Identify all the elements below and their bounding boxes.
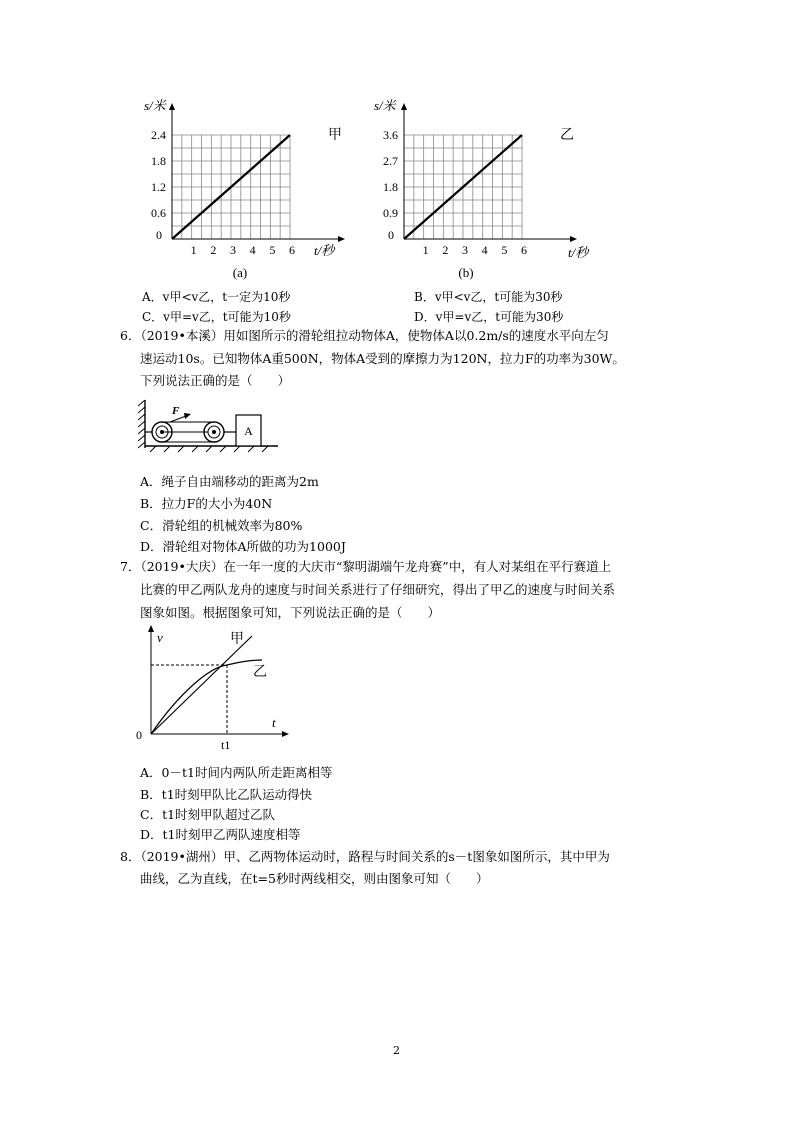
graph-a-x-tick: 2 [210,243,217,257]
q6-stem-line3: 下列说法正确的是（ ） [140,373,291,388]
graph-b-x-label: t/秒 [568,245,589,260]
graph-b-y-tick: 3.6 [383,128,398,142]
graph-b-line-label: 乙 [560,128,574,143]
graph-b-x-tick: 1 [422,243,429,257]
graph-a-x-tick: 6 [289,243,295,257]
graph-b-x-tick: 4 [481,243,488,257]
jia-line [151,636,252,734]
vt-jia-label: 甲 [230,632,244,647]
vt-v-label: v [157,630,163,645]
q7-option-c: C．t1时刻甲队超过乙队 [140,807,276,822]
graph-a-y-label: s/米 [144,98,166,113]
graph-b-x-tick: 6 [521,243,527,257]
graph-a-y-tick: 0 [156,228,162,242]
block-a-label: A [244,424,253,438]
q6-option-a: A．绳子自由端移动的距离为2m [140,474,319,489]
graph-a-x-tick: 5 [269,243,276,257]
graph-a-x-tick: 3 [230,243,236,257]
graph-a-line-label: 甲 [328,128,342,143]
graph-b-y-tick: 2.7 [383,154,398,168]
velocity-time-graph [130,622,290,752]
graph-b-x-tick: 5 [501,243,508,257]
q6-option-c: C．滑轮组的机械效率为80% [140,518,303,533]
q7-option-d: D．t1时刻甲乙两队速度相等 [140,827,301,842]
q7-stem-line2: 比赛的甲乙两队龙舟的速度与时间关系进行了仔细研究，得出了甲乙的速度与时间关系 [140,582,616,597]
force-label-f: F [172,405,180,417]
graph-a-y-tick: 2.4 [151,128,166,142]
vt-t1-label: t1 [221,738,231,752]
vt-yi-label: 乙 [253,665,267,680]
graph-a-caption: (a) [232,265,248,280]
q7-stem-line1: 7．（2019•大庆）在一年一度的大庆市“黎明湖端午龙舟赛”中，有人对某组在平行赛道上 [120,559,612,574]
q5-option-c: C．v甲=v乙，t可能为10秒 [142,310,291,324]
graph-b-x-tick: 3 [462,243,468,257]
graph-b-y-tick: 1.8 [383,180,398,194]
graph-b [370,96,595,286]
vt-origin: 0 [136,728,142,742]
graph-b-y-tick: 0.9 [383,206,398,220]
q7-stem-line3: 图象如图。根据图象可知，下列说法正确的是（ ） [140,605,441,620]
page-number: 2 [393,1044,400,1057]
q5-option-a: A．v甲<v乙，t一定为10秒 [142,290,291,304]
q5-option-b: B．v甲<v乙，t可能为30秒 [414,290,563,304]
q5-option-d: D．v甲=v乙，t可能为30秒 [414,310,564,324]
graph-a-x-tick: 4 [249,243,256,257]
graph-b-caption: (b) [458,265,474,280]
vt-t-label: t [272,715,276,730]
q6-stem-line2: 速运动10s。已知物体A重500N，物体A受到的摩擦力为120N，拉力F的功率为30W。 [140,351,625,366]
graph-b-y-tick: 0 [388,228,394,242]
q8-stem-line1: 8．（2019•湖州）甲、乙两物体运动时，路程与时间关系的s－t图象如图所示，其中甲为 [120,849,610,864]
graph-a-y-tick: 1.8 [151,154,166,168]
graph-a-x-tick: 1 [190,243,197,257]
q7-option-a: A．0－t1时间内两队所走距离相等 [140,765,333,780]
q8-stem-line2: 曲线，乙为直线，在t=5秒时两线相交，则由图象可知（ ） [140,871,489,886]
graph-b-y-label: s/米 [374,98,396,113]
q6-option-b: B．拉力F的大小为40N [140,496,273,511]
q6-stem-line1: 6．（2019•本溪）用如图所示的滑轮组拉动物体A，使物体A以0.2m/s的速度水平向左匀 [120,328,609,343]
graph-a-y-tick: 1.2 [151,180,166,194]
q6-option-d: D．滑轮组对物体A所做的功为1000J [140,539,346,554]
q7-option-b: B．t1时刻甲队比乙队运动得快 [140,787,313,802]
yi-curve [151,660,262,734]
graph-a-x-label: t/秒 [314,243,335,258]
graph-a [138,96,348,286]
graph-b-x-tick: 2 [442,243,449,257]
graph-a-y-tick: 0.6 [151,206,166,220]
pulley-figure [138,398,283,456]
